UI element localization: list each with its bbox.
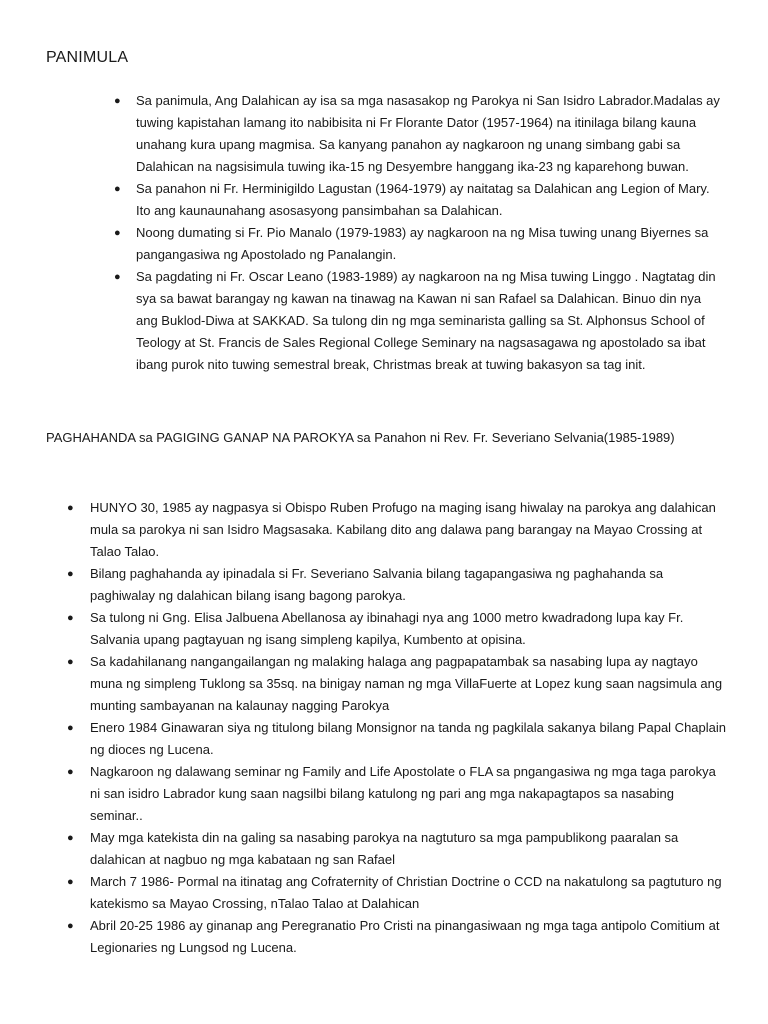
list-item: [114, 222, 726, 266]
list-item: [67, 915, 726, 959]
section-heading-panimula: PANIMULA: [46, 49, 129, 66]
list-item-text: Bilang paghahanda ay ipinadala si Fr. Severiano Salvania bilang tagapangasiwa ng paghahanda sa paghiwalay ng dalahican bilang isang bagong parokya.: [90, 566, 664, 603]
list-item-text: Sa panahon ni Fr. Herminigildo Lagustan (1964-1979) ay naitatag sa Dalahican ang Legion of Mary. Ito ang kaunaunahang asosasyong pansimbahan sa Dalahican.: [136, 181, 710, 218]
list-item: [67, 607, 726, 651]
bullet-icon: ●: [67, 876, 74, 888]
bullet-icon: ●: [114, 271, 121, 283]
list-item: [67, 563, 726, 607]
bullet-icon: ●: [67, 656, 74, 668]
list-item: [67, 827, 726, 871]
bullet-icon: ●: [67, 722, 74, 734]
list-item: [67, 717, 726, 761]
bullet-icon: ●: [114, 227, 121, 239]
bullet-icon: ●: [67, 920, 74, 932]
paghahanda-list: [67, 497, 726, 959]
list-item-text: May mga katekista din na galing sa nasabing parokya na nagtuturo sa mga pampublikong paaralan sa dalahican at nagbuo ng mga kabataan ng san Rafael: [90, 830, 679, 867]
list-item: [114, 266, 726, 376]
list-item-text: Enero 1984 Ginawaran siya ng titulong bilang Monsignor na tanda ng pagkilala sakanya bilang Papal Chaplain ng dioces ng Lucena.: [90, 720, 726, 757]
list-item-text: Nagkaroon ng dalawang seminar ng Family and Life Apostolate o FLA sa pngangasiwa ng mga taga parokya ni san isidro Labrador kung saan nagsilbi bilang katulong ng pari ang mga nakapagtapos sa nasabing seminar..: [90, 764, 716, 823]
list-item-text: Abril 20-25 1986 ay ginanap ang Peregranatio Pro Cristi na pinangasiwaan ng mga taga antipolo Comitium at Legionaries ng Lungsod ng Lucena.: [90, 918, 720, 955]
list-item-text: Noong dumating si Fr. Pio Manalo (1979-1983) ay nagkaroon na ng Misa tuwing unang Biyernes sa pangangasiwa ng Apostolado ng Panalangin.: [136, 225, 709, 262]
list-item-text: March 7 1986- Pormal na itinatag ang Cofraternity of Christian Doctrine o CCD na nakatulong sa pagtuturo ng katekismo sa Mayao Crossing, nTalao Talao at Dalahican: [90, 874, 722, 911]
section-heading-paghahanda: PAGHAHANDA sa PAGIGING GANAP NA PAROKYA sa Panahon ni Rev. Fr. Severiano Selvania(1985-1989): [46, 430, 675, 445]
list-item: [114, 90, 726, 178]
bullet-icon: ●: [67, 766, 74, 778]
bullet-icon: ●: [67, 612, 74, 624]
panimula-list: [114, 90, 726, 376]
list-item-text: HUNYO 30, 1985 ay nagpasya si Obispo Ruben Profugo na maging isang hiwalay na parokya ang dalahican mula sa parokya ni san Isidro Magsasaka. Kabilang dito ang dalawa pang barangay na Mayao Crossing at Talao Talao.: [90, 500, 716, 559]
list-item-text: Sa pagdating ni Fr. Oscar Leano (1983-1989) ay nagkaroon na ng Misa tuwing Linggo . Nagtatag din sya sa bawat barangay ng kawan na tinawag na Kawan ni san Rafael sa Dalahican. Binuo din nya ang Buklod-Diwa at SAKKAD. Sa tulong din ng mga seminarista galling sa St. Alphonsus School of Teology at St. Francis de Sales Regional College Seminary na nagsasagawa ng apostolado sa ibat ibang purok nito tuwing semestral break, Christmas break at tuwing bakasyon sa tag init.: [136, 269, 716, 372]
list-item: [67, 651, 726, 717]
bullet-icon: ●: [67, 832, 74, 844]
bullet-icon: ●: [114, 95, 121, 107]
bullet-icon: ●: [114, 183, 121, 195]
list-item: [67, 871, 726, 915]
bullet-icon: ●: [67, 502, 74, 514]
list-item-text: Sa kadahilanang nangangailangan ng malaking halaga ang pagpapatambak sa nasabing lupa ay nagtayo muna ng simpleng Tuklong sa 35sq. na binigay naman ng mga VillaFuerte at Lopez kung saan nagsimula ang munting sambayanan na kalaunay nagging Parokya: [90, 654, 723, 713]
list-item: [67, 497, 726, 563]
list-item-text: Sa tulong ni Gng. Elisa Jalbuena Abellanosa ay ibinahagi nya ang 1000 metro kwadradong lupa kay Fr. Salvania upang pagtayuan ng isang simpleng kapilya, Kumbento at opisina.: [90, 610, 684, 647]
list-item: [114, 178, 726, 222]
bullet-icon: ●: [67, 568, 74, 580]
list-item-text: Sa panimula, Ang Dalahican ay isa sa mga nasasakop ng Parokya ni San Isidro Labrador.Madalas ay tuwing kapistahan lamang ito nabibisita ni Fr Florante Dator (1957-1964) na itinilaga bilang kauna unahang kura upang magmisa. Sa kanyang panahon ay nagkaroon ng unang simbang gabi sa Dalahican na nagsisimula tuwing ika-15 ng Desyembre hanggang ika-23 ng kaparehong buwan.: [136, 93, 720, 174]
list-item: [67, 761, 726, 827]
